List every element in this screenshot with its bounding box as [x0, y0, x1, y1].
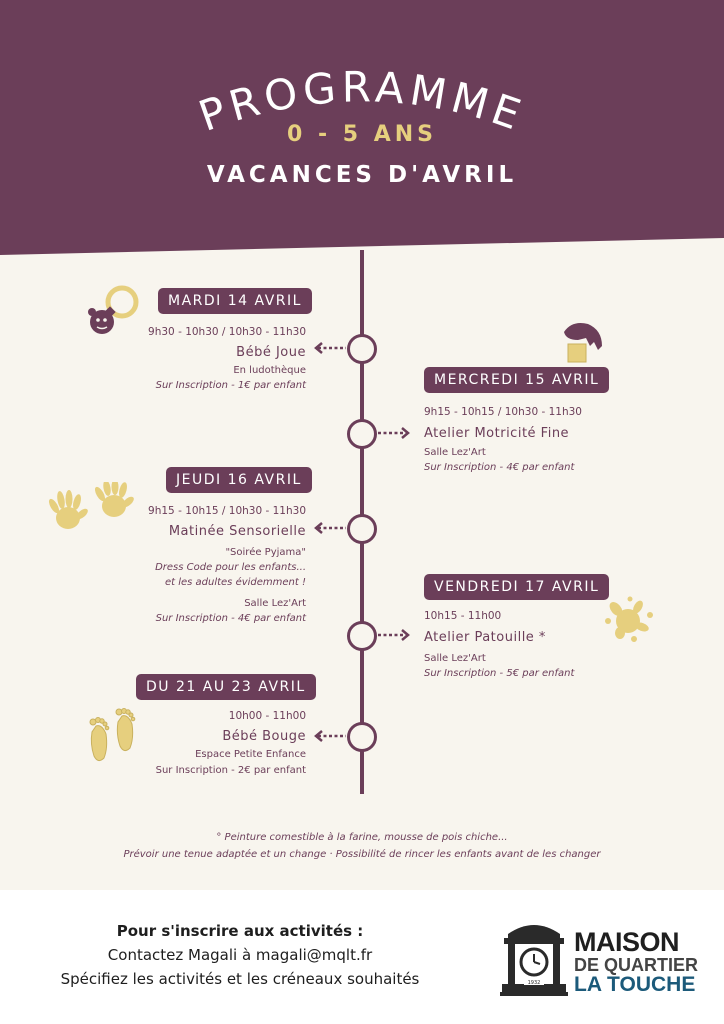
logo-text-la-touche: LA TOUCHE	[574, 973, 696, 996]
event-price: Sur Inscription - 2€ par enfant	[155, 765, 306, 776]
event-time: 9h30 - 10h30 / 10h30 - 11h30	[148, 326, 306, 338]
timeline-node	[347, 621, 377, 651]
event-price: Sur Inscription - 5€ par enfant	[424, 668, 575, 679]
logo-plaque: 1932	[527, 980, 541, 986]
event-activity: Matinée Sensorielle	[168, 524, 306, 539]
event-activity: Atelier Patouille *	[424, 630, 546, 645]
event-theme: "Soirée Pyjama"	[225, 547, 306, 558]
event-place: En ludothèque	[233, 365, 306, 376]
event-price: Sur Inscription - 1€ par enfant	[155, 380, 306, 391]
event-price: Sur Inscription - 4€ par enfant	[155, 613, 306, 624]
logo-text-maison: MAISON	[574, 927, 679, 957]
event-activity: Atelier Motricité Fine	[424, 426, 570, 441]
day-badge-mercredi: MERCREDI 15 AVRIL	[424, 367, 609, 393]
hand-block-icon	[558, 318, 608, 368]
event-place: Salle Lez'Art	[424, 447, 486, 458]
signup-contact: Contactez Magali à magali@mqlt.fr	[107, 946, 373, 964]
signup-title: Pour s'inscrire aux activités :	[116, 922, 364, 940]
arrow-left-icon	[314, 729, 348, 743]
footnote-line-1: ° Peinture comestible à la farine, mousse de pois chiche...	[216, 832, 508, 843]
event-time: 10h15 - 11h00	[424, 610, 502, 622]
event-activity: Bébé Bouge	[222, 729, 306, 744]
event-dress-code: Dress Code pour les enfants...	[155, 562, 306, 573]
rattle-icon	[84, 282, 144, 342]
logo-text-de-quartier: DE QUARTIER	[574, 955, 699, 975]
event-price: Sur Inscription - 4€ par enfant	[424, 462, 575, 473]
footprints-icon	[86, 708, 142, 764]
event-time: 9h15 - 10h15 / 10h30 - 11h30	[424, 406, 582, 418]
footnote-line-2: Prévoir une tenue adaptée et un change · Possibilité de rincer les enfants avant de les changer	[123, 849, 601, 860]
event-time: 10h00 - 11h00	[228, 710, 306, 722]
signup-details: Spécifiez les activités et les créneaux souhaités	[60, 970, 420, 988]
event-place: Espace Petite Enfance	[195, 749, 306, 760]
event-time: 9h15 - 10h15 / 10h30 - 11h30	[148, 505, 306, 517]
arrow-left-icon	[314, 521, 348, 535]
arrow-right-icon	[376, 426, 410, 440]
event-dress-code: et les adultes évidemment !	[164, 577, 306, 588]
age-range: 0 - 5 ANS	[286, 122, 437, 147]
maison-logo-icon	[498, 916, 570, 996]
day-badge-mardi: MARDI 14 AVRIL	[158, 288, 312, 314]
paint-splash-icon	[600, 595, 656, 645]
period-title: VACANCES D'AVRIL	[206, 162, 518, 188]
event-place: Salle Lez'Art	[244, 598, 306, 609]
event-place: Salle Lez'Art	[424, 653, 486, 664]
title-text: PROGRAMME	[192, 62, 532, 141]
timeline-node	[347, 722, 377, 752]
day-badge-vendredi: VENDREDI 17 AVRIL	[424, 574, 609, 600]
arrow-right-icon	[376, 628, 410, 642]
day-badge-jeudi: JEUDI 16 AVRIL	[166, 467, 312, 493]
arrow-left-icon	[314, 341, 348, 355]
timeline-node	[347, 419, 377, 449]
timeline-node	[347, 334, 377, 364]
timeline-node	[347, 514, 377, 544]
handprints-icon	[46, 482, 138, 534]
event-activity: Bébé Joue	[236, 345, 306, 360]
day-badge-du-21-au-23: DU 21 AU 23 AVRIL	[136, 674, 316, 700]
